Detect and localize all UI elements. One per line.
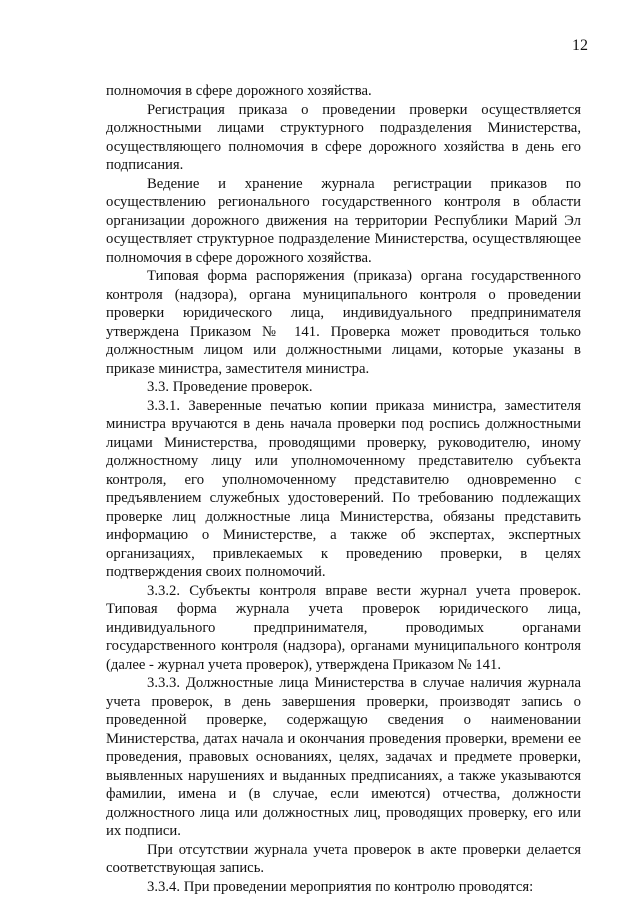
paragraph-3-3-4: 3.3.4. При проведении мероприятия по контролю проводятся: [147, 878, 534, 895]
page-number: 12 [572, 37, 588, 54]
paragraph-3-3-2: 3.3.2. Субъекты контроля вправе вести журнал учета проверок. Типовая форма журнала учета проверок юридического лица, индивидуального предпринимателя, проводимых органами государственного контроля (надзора), органами муниципального контроля (далее - журнал учета проверок), утверждена Приказом № 141. [106, 582, 581, 673]
section-heading-3-3: 3.3. Проведение проверок. [147, 379, 313, 395]
paragraph-3-3-3: 3.3.3. Должностные лица Министерства в случае наличия журнала учета проверок, в день завершения проверки, производят запись о проведенной проверке, содержащую сведения о наименовании Министерства, датах начала и окончания проведения проверки, времени ее проведения, правовых основаниях, целях, задачах и предмете проверки, выявленных нарушениях и выданных предписаниях, а также указываются фамилии, имена и (в случае, если имеются) отчества, должности должностного лица или должностных лиц, проводящих проверку, его или их подписи. [106, 675, 581, 839]
paragraph-continuation: полномочия в сфере дорожного хозяйства. [106, 83, 372, 99]
paragraph-order-form: Типовая форма распоряжения (приказа) органа государственного контроля (надзора), органа муниципального контроля о проведении проверки юридического лица, индивидуального предпринимателя утверждена Приказом № 141. Проверка может проводиться только должностным лицом или должностными лицами, которые указаны в приказе министра, заместителя министра. [106, 268, 581, 377]
paragraph-no-journal: При отсутствии журнала учета проверок в акте проверки делается соответствующая запись. [106, 841, 581, 876]
document-body [106, 82, 581, 896]
paragraph-order-registration: Регистрация приказа о проведении проверки осуществляется должностными лицами структурного подразделения Министерства, осуществляющего полномочия в сфере дорожного хозяйства в день его подписания. [106, 101, 581, 173]
paragraph-journal-keeping: Ведение и хранение журнала регистрации приказов по осуществлению регионального государственного контроля в области организации дорожного движения на территории Республики Марий Эл осуществляет структурное подразделение Министерства, осуществляющее полномочия в сфере дорожного хозяйства. [106, 175, 581, 266]
paragraph-3-3-1: 3.3.1. Заверенные печатью копии приказа министра, заместителя министра вручаются в день начала проверки под роспись должностными лицами Министерства, проводящими проверку, руководителю, иному должностному лицу или уполномоченному представителю субъекта контроля, его уполномоченному представителю одновременно с предъявлением служебных удостоверений. По требованию подлежащих проверке лиц должностные лица Министерства, обязаны представить информацию о Министерстве, а также об экспертах, экспертных организациях, привлекаемых к проведению проверки, в целях подтверждения своих полномочий. [106, 397, 581, 580]
